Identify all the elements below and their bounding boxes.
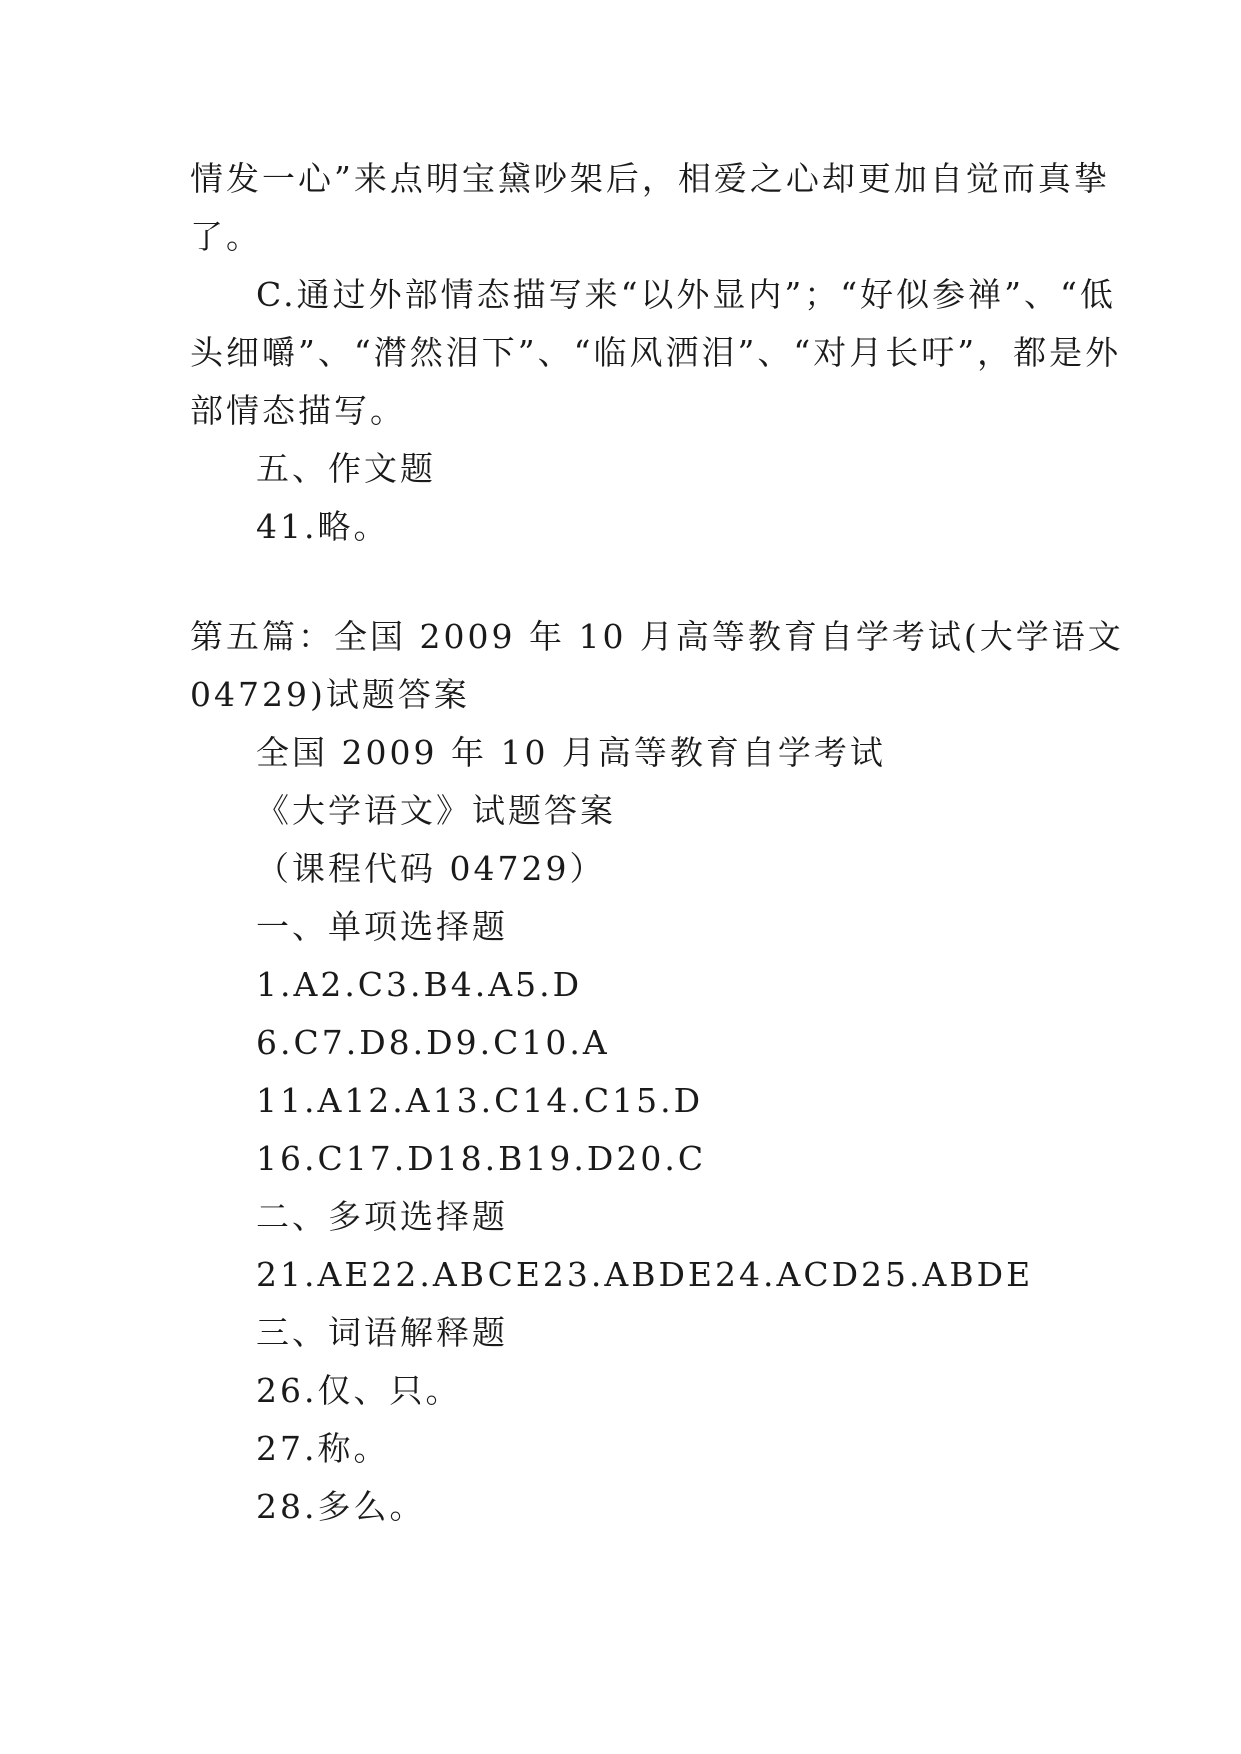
answer-line: 6.C7.D8.D9.C10.A [256,1023,610,1062]
section-heading: 二、多项选择题 [256,1197,508,1236]
answer-line: 16.C17.D18.B19.D20.C [256,1139,707,1178]
answer-line: 27.称。 [256,1429,390,1468]
exam-subtitle: 《大学语文》试题答案 [256,791,616,830]
paragraph-line: 了。 [190,217,262,256]
paragraph-line: 头细嚼”、“潸然泪下”、“临风洒泪”、“对月长吁”，都是外 [190,333,1122,372]
exam-title: 全国 2009 年 10 月高等教育自学考试 [256,733,886,772]
section-heading: 一、单项选择题 [256,907,508,946]
section-heading: 五、作文题 [256,449,436,488]
section-heading: 三、词语解释题 [256,1313,508,1352]
document-page [190,150,1124,1536]
course-code: （课程代码 04729） [256,849,606,888]
paragraph-line: C.通过外部情态描写来“以外显内”；“好似参禅”、“低 [256,275,1116,314]
paragraph-line: 情发一心”来点明宝黛吵架后，相爱之心却更加自觉而真挚 [190,159,1110,198]
answer-line: 11.A12.A13.C14.C15.D [256,1081,704,1120]
answer-line: 28.多么。 [256,1487,426,1526]
answer-line: 26.仅、只。 [256,1371,462,1410]
answer-line: 21.AE22.ABCE23.ABDE24.ACD25.ABDE [256,1255,1034,1294]
section-title: 第五篇：全国 2009 年 10 月高等教育自学考试(大学语文 [190,617,1124,656]
section-gap [190,556,1060,608]
answer-line: 41.略。 [256,507,390,546]
answer-line: 1.A2.C3.B4.A5.D [256,965,583,1004]
paragraph-line: 部情态描写。 [190,391,406,430]
section-title-continued: 04729)试题答案 [190,675,470,714]
